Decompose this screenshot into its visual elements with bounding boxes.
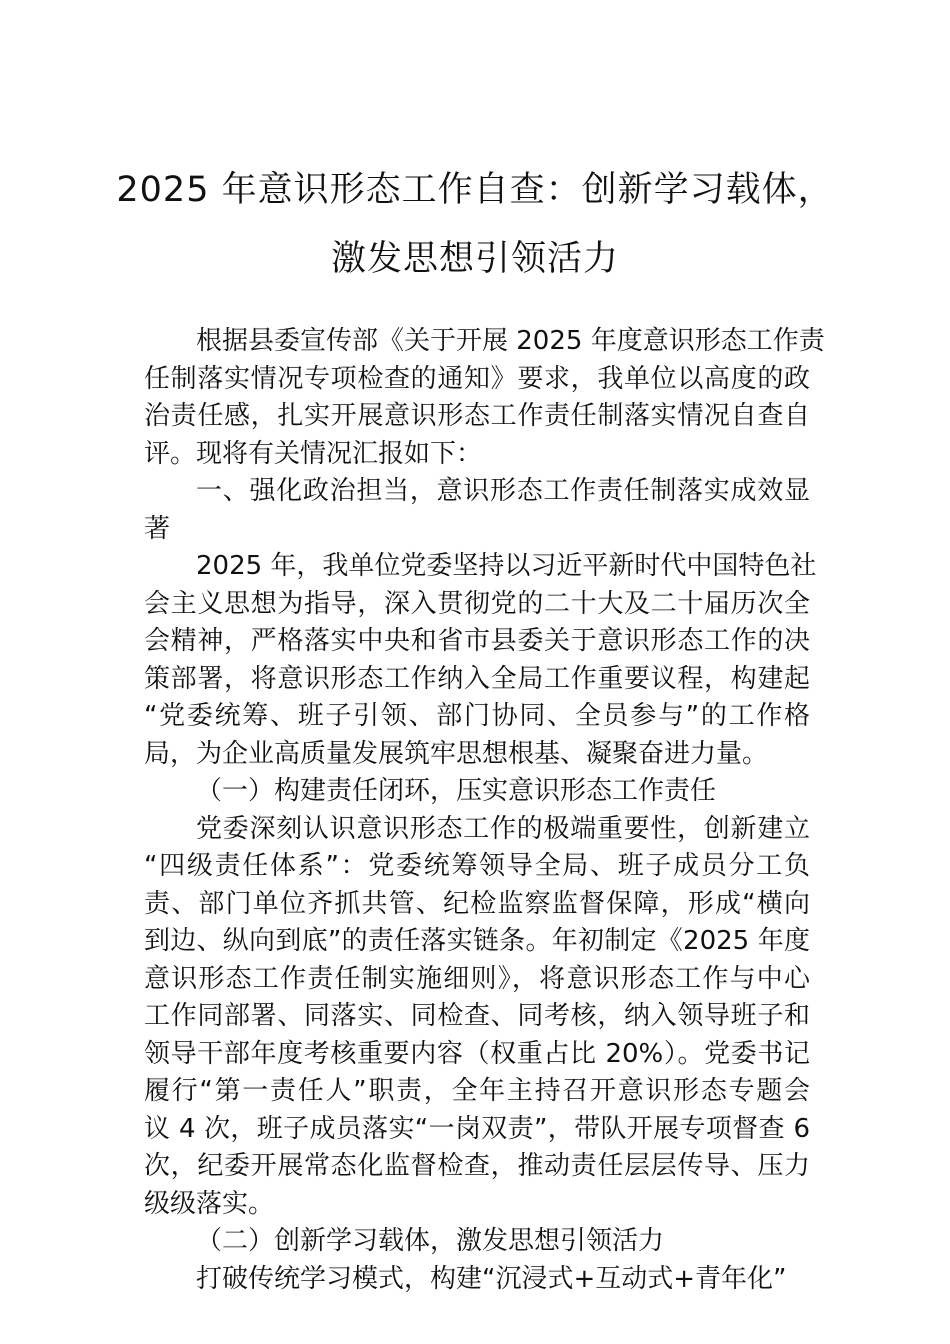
section-heading-1-line: 一、强化政治担当，意识形态工作责任制落实成效显 bbox=[196, 476, 810, 506]
paragraph-responsibility-line: 领导干部年度考核重要内容（权重占比 20%）。党委书记 bbox=[144, 1038, 810, 1069]
paragraph-overview-line: 会主义思想为指导，深入贯彻党的二十大及二十届历次全 bbox=[144, 588, 810, 619]
paragraph-overview-line: 会精神，严格落实中央和省市县委关于意识形态工作的决 bbox=[144, 626, 810, 656]
paragraph-overview-line: “党委统筹、班子引领、部门协同、全员参与”的工作格 bbox=[144, 701, 810, 731]
paragraph-responsibility-line: 到边、纵向到底”的责任落实链条。年初制定《2025 年度 bbox=[144, 926, 810, 956]
paragraph-responsibility-line: “四级责任体系”：党委统筹领导全局、班子成员分工负 bbox=[144, 851, 810, 881]
subsection-heading-1: （一）构建责任闭环，压实意识形态工作责任 bbox=[196, 776, 717, 806]
paragraph-responsibility-line: 工作同部署、同落实、同检查、同考核，纳入领导班子和 bbox=[144, 1001, 810, 1031]
document-title-line-1: 2025 年意识形态工作自查：创新学习载体， bbox=[116, 170, 834, 210]
paragraph-overview-line: 局，为企业高质量发展筑牢思想根基、凝聚奋进力量。 bbox=[144, 738, 769, 769]
section-heading-1-line: 著 bbox=[144, 513, 171, 544]
paragraph-overview-line: 策部署，将意识形态工作纳入全局工作重要议程，构建起 bbox=[144, 663, 810, 694]
paragraph-intro-line: 根据县委宣传部《关于开展 2025 年度意识形态工作责 bbox=[196, 326, 825, 356]
paragraph-responsibility-line: 履行“第一责任人”职责，全年主持召开意识形态专题会 bbox=[144, 1076, 810, 1106]
paragraph-intro-line: 治责任感，扎实开展意识形态工作责任制落实情况自查自 bbox=[144, 401, 810, 431]
paragraph-intro-line: 任制落实情况专项检查的通知》要求，我单位以高度的政 bbox=[144, 363, 810, 394]
paragraph-responsibility-line: 议 4 次，班子成员落实“一岗双责”，带队开展专项督查 6 bbox=[144, 1113, 810, 1144]
paragraph-intro-line: 评。现将有关情况汇报如下： bbox=[144, 438, 483, 469]
paragraph-responsibility-line: 次，纪委开展常态化监督检查，推动责任层层传导、压力 bbox=[144, 1151, 810, 1181]
subsection-heading-2: （二）创新学习载体，激发思想引领活力 bbox=[196, 1226, 665, 1256]
paragraph-overview-line: 2025 年，我单位党委坚持以习近平新时代中国特色社 bbox=[196, 551, 817, 581]
paragraph-responsibility-line: 级级落实。 bbox=[144, 1188, 275, 1219]
paragraph-responsibility-line: 责、部门单位齐抓共管、纪检监察监督保障，形成“横向 bbox=[144, 888, 810, 919]
paragraph-responsibility-line: 党委深刻认识意识形态工作的极端重要性，创新建立 bbox=[196, 813, 810, 844]
paragraph-responsibility-line: 意识形态工作责任制实施细则》，将意识形态工作与中心 bbox=[144, 963, 810, 994]
document-body bbox=[144, 323, 825, 1298]
document-title-line-2: 激发思想引领活力 bbox=[330, 239, 619, 279]
paragraph-learning-line: 打破传统学习模式，构建“沉浸式+互动式+青年化” bbox=[196, 1263, 787, 1294]
